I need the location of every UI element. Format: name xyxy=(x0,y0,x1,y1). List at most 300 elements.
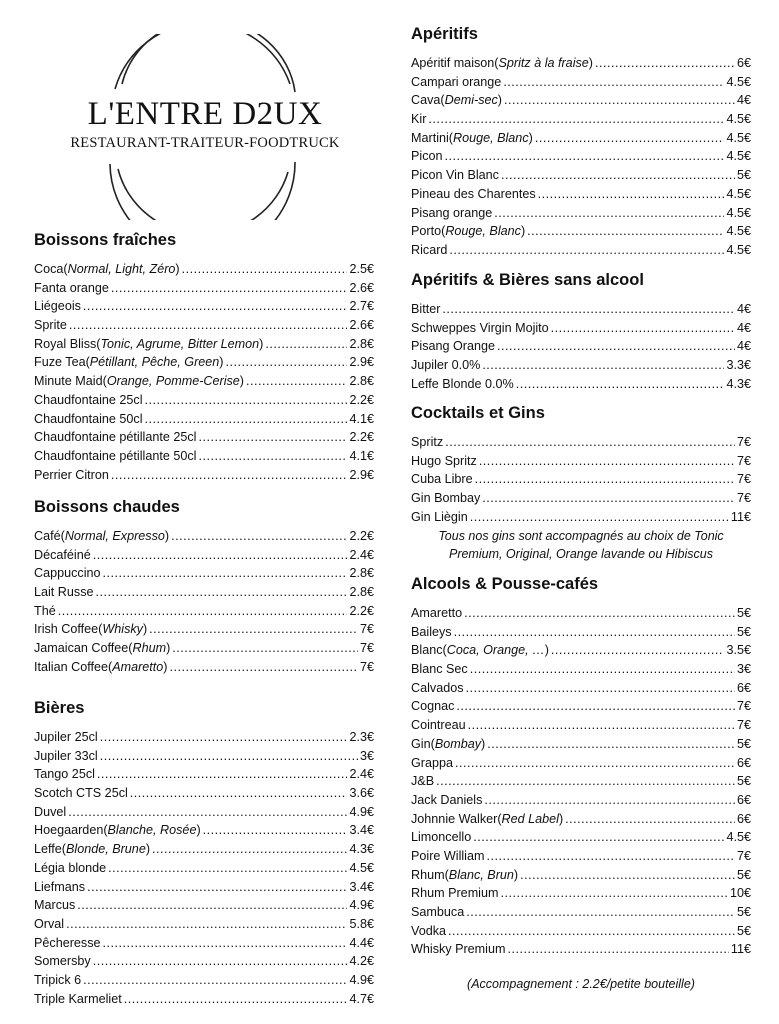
item-price: 6€ xyxy=(736,56,751,70)
dot-leader xyxy=(182,260,348,279)
item-detail: ( Whisky ) xyxy=(98,620,147,639)
item-price: 11€ xyxy=(730,942,751,957)
item-name: Johnnie Walker xyxy=(411,811,498,826)
item-name: Tango 25cl xyxy=(34,767,95,782)
dot-leader xyxy=(449,241,724,260)
item-name: Cointreau xyxy=(411,718,466,733)
item-price: 4.3€ xyxy=(726,376,751,391)
dot-leader xyxy=(108,859,347,878)
item-price: 4.4€ xyxy=(349,935,374,950)
item-price: 4.5€ xyxy=(726,224,751,239)
menu-item xyxy=(411,147,751,166)
item-price: 7€ xyxy=(359,659,374,674)
item-name: Porto xyxy=(411,224,442,239)
item-price: 7€ xyxy=(359,641,374,656)
item-name: Hoegaarden xyxy=(34,823,104,838)
item-name: Rhum Premium xyxy=(411,886,499,901)
menu-item xyxy=(34,279,374,298)
item-name: Perrier Citron xyxy=(34,467,109,482)
menu-item xyxy=(411,54,751,73)
dot-leader xyxy=(482,489,735,508)
menu-item xyxy=(411,866,751,885)
dot-leader xyxy=(69,316,348,335)
item-price: 5€ xyxy=(736,624,751,639)
item-name: Hugo Spritz xyxy=(411,453,477,468)
item-price: 7€ xyxy=(736,453,751,468)
item-name: Kir xyxy=(411,112,427,127)
dot-leader xyxy=(500,884,728,903)
section-sans-alcool xyxy=(411,270,751,393)
dot-leader xyxy=(456,697,735,716)
item-name: Amaretto xyxy=(411,606,463,620)
item-detail: ( Red Label ) xyxy=(497,810,563,829)
item-detail: ( Normal, Expresso ) xyxy=(61,527,170,546)
menu-item xyxy=(411,110,751,129)
item-price: 4.1€ xyxy=(349,411,374,426)
menu-item xyxy=(411,433,751,452)
item-price: 6€ xyxy=(736,792,751,807)
item-name: Limoncello xyxy=(411,830,472,845)
dot-leader xyxy=(145,391,348,410)
item-price: 4.5€ xyxy=(726,149,751,164)
dot-leader xyxy=(93,952,348,971)
item-name: Gin xyxy=(411,736,431,751)
dot-leader xyxy=(507,940,728,959)
menu-item xyxy=(411,641,751,660)
menu-item xyxy=(411,940,751,959)
dot-leader xyxy=(100,747,358,766)
dot-leader xyxy=(484,791,735,810)
menu-item xyxy=(411,470,751,489)
item-price: 2.4€ xyxy=(349,547,374,562)
item-price: 4.9€ xyxy=(349,972,374,987)
dot-leader xyxy=(171,527,347,546)
menu-item xyxy=(34,602,374,621)
dot-leader xyxy=(226,353,348,372)
section-boissons-chaudes xyxy=(34,497,374,677)
item-price: 4€ xyxy=(736,302,751,316)
item-price: 10€ xyxy=(729,886,751,901)
dot-leader xyxy=(83,297,348,316)
dot-leader xyxy=(246,372,347,391)
dot-leader xyxy=(265,335,347,354)
section-title: Cocktails et Gins xyxy=(411,404,545,422)
item-name: Marcus xyxy=(34,898,76,913)
menu-item xyxy=(411,697,751,716)
dot-leader xyxy=(475,470,735,489)
menu-item xyxy=(34,990,374,1009)
menu-item xyxy=(411,356,751,375)
section-title: Bières xyxy=(34,699,85,717)
item-price: 2.2€ xyxy=(349,430,374,445)
menu-item xyxy=(411,772,751,791)
menu-item xyxy=(411,375,751,394)
item-name: Vodka xyxy=(411,923,447,938)
item-detail: ( Blanc, Brun ) xyxy=(445,866,519,885)
item-price: 4€ xyxy=(736,320,751,335)
dot-leader xyxy=(538,185,725,204)
item-price: 4.2€ xyxy=(349,954,374,969)
dot-leader xyxy=(535,129,725,148)
item-name: Fuze Tea xyxy=(34,355,86,370)
menu-item xyxy=(34,658,374,677)
dot-leader xyxy=(58,602,348,621)
item-name: Gin Bombay xyxy=(411,491,481,506)
menu-item xyxy=(411,222,751,241)
dot-leader xyxy=(454,623,735,642)
item-name: J&B xyxy=(411,774,435,789)
logo xyxy=(40,34,370,220)
item-price: 5€ xyxy=(736,923,751,938)
item-detail: ( Pétillant, Pêche, Green ) xyxy=(86,353,224,372)
menu-item xyxy=(411,241,751,260)
menu-item xyxy=(411,754,751,773)
item-name: Campari orange xyxy=(411,74,502,89)
dot-leader xyxy=(111,279,348,298)
item-name: Duvel xyxy=(34,804,67,819)
item-price: 7€ xyxy=(359,622,374,637)
menu-item xyxy=(34,316,374,335)
dot-leader xyxy=(436,772,735,791)
item-detail: ( Coca, Orange, … ) xyxy=(443,641,549,660)
item-detail: ( Tonic, Agrume, Bitter Lemon ) xyxy=(96,335,263,354)
menu-item xyxy=(34,765,374,784)
item-price: 5€ xyxy=(736,867,751,882)
item-price: 5€ xyxy=(736,736,751,751)
menu-item xyxy=(34,447,374,466)
item-price: 4.3€ xyxy=(349,842,374,857)
menu-item xyxy=(34,335,374,354)
menu-item xyxy=(34,878,374,897)
item-name: Rhum xyxy=(411,867,445,882)
item-name: Jupiler 0.0% xyxy=(411,358,481,373)
item-name: Pisang orange xyxy=(411,205,493,220)
item-detail: ( Rouge, Blanc ) xyxy=(449,129,533,148)
menu-item xyxy=(411,903,751,922)
item-name: Jack Daniels xyxy=(411,792,483,807)
item-name: Jupiler 25cl xyxy=(34,730,98,744)
item-detail: ( Normal, Light, Zéro ) xyxy=(63,260,179,279)
section-bieres xyxy=(34,698,374,1008)
section-title: Alcools & Pousse-cafés xyxy=(411,575,599,593)
menu-item xyxy=(411,129,751,148)
menu-item xyxy=(411,204,751,223)
menu-item xyxy=(34,728,374,747)
dot-leader xyxy=(466,903,735,922)
dot-leader xyxy=(551,319,735,338)
menu-item xyxy=(411,810,751,829)
item-name: Sprite xyxy=(34,318,67,333)
item-price: 6€ xyxy=(736,811,751,826)
menu-item xyxy=(411,922,751,941)
menu-item xyxy=(411,319,751,338)
dot-leader xyxy=(486,847,735,866)
menu-item xyxy=(34,428,374,447)
item-price: 2.8€ xyxy=(349,585,374,600)
dot-leader xyxy=(100,728,348,747)
menu-item xyxy=(34,466,374,485)
item-price: 4.5€ xyxy=(726,74,751,89)
item-price: 3.3€ xyxy=(726,358,751,373)
menu-item xyxy=(411,604,751,623)
item-price: 7€ xyxy=(736,718,751,733)
item-price: 4.5€ xyxy=(726,112,751,127)
item-name: Cappuccino xyxy=(34,566,101,581)
menu-item xyxy=(34,803,374,822)
menu-item xyxy=(34,840,374,859)
dot-leader xyxy=(87,878,347,897)
section-boissons-fraiches xyxy=(34,230,374,484)
item-name: Chaudfontaine 50cl xyxy=(34,411,143,426)
item-price: 2.2€ xyxy=(349,392,374,407)
item-name: Thé xyxy=(34,603,56,618)
item-price: 2.8€ xyxy=(349,336,374,351)
dot-leader xyxy=(445,433,735,452)
dot-leader xyxy=(482,356,724,375)
menu-item xyxy=(411,884,751,903)
dot-leader xyxy=(442,300,735,319)
menu-item xyxy=(411,828,751,847)
menu-item xyxy=(34,952,374,971)
menu-item xyxy=(411,791,751,810)
item-detail: ( Rouge, Blanc ) xyxy=(441,222,525,241)
item-name: Lait Russe xyxy=(34,585,94,600)
menu-item xyxy=(34,915,374,934)
menu-item xyxy=(411,489,751,508)
item-name: Légia blonde xyxy=(34,860,107,875)
menu-item xyxy=(34,353,374,372)
item-price: 4.5€ xyxy=(726,186,751,201)
item-name: Martini xyxy=(411,130,449,145)
item-price: 7€ xyxy=(736,491,751,506)
item-name: Baileys xyxy=(411,624,452,639)
item-name: Gin Liègin xyxy=(411,509,468,524)
item-price: 4.9€ xyxy=(349,804,374,819)
item-name: Chaudfontaine 25cl xyxy=(34,392,143,407)
item-price: 5.8€ xyxy=(349,916,374,931)
item-detail: ( Spritz à la fraise ) xyxy=(494,54,593,73)
dot-leader xyxy=(516,375,725,394)
dot-leader xyxy=(468,716,735,735)
item-name: Cuba Libre xyxy=(411,472,473,487)
item-name: Tripick 6 xyxy=(34,972,82,987)
item-price: 7€ xyxy=(736,699,751,714)
item-name: Calvados xyxy=(411,680,464,695)
item-price: 4.1€ xyxy=(349,448,374,463)
item-name: Picon Vin Blanc xyxy=(411,168,499,183)
item-price: 3.6€ xyxy=(349,786,374,801)
dot-leader xyxy=(445,147,725,166)
item-price: 4.5€ xyxy=(726,242,751,257)
item-price: 4.5€ xyxy=(349,860,374,875)
dot-leader xyxy=(551,641,725,660)
item-name: Spritz xyxy=(411,435,444,449)
item-price: 4€ xyxy=(736,339,751,354)
item-price: 7€ xyxy=(736,435,751,449)
dot-leader xyxy=(111,466,348,485)
item-name: Pêcheresse xyxy=(34,935,101,950)
item-name: Café xyxy=(34,529,61,543)
item-name: Blanc xyxy=(411,643,443,658)
dot-leader xyxy=(172,639,358,658)
item-name: Pineau des Charentes xyxy=(411,186,536,201)
item-name: Pisang Orange xyxy=(411,339,496,354)
item-name: Scotch CTS 25cl xyxy=(34,786,128,801)
menu-item xyxy=(411,847,751,866)
dot-leader xyxy=(448,922,735,941)
item-price: 3.4€ xyxy=(349,879,374,894)
item-detail: ( Blonde, Brune ) xyxy=(62,840,150,859)
item-price: 6€ xyxy=(736,755,751,770)
item-name: Italian Coffee xyxy=(34,659,108,674)
menu-item xyxy=(34,620,374,639)
dot-leader xyxy=(503,73,724,92)
menu-item xyxy=(34,546,374,565)
menu-item xyxy=(411,679,751,698)
item-price: 7€ xyxy=(736,848,751,863)
item-name: Orval xyxy=(34,916,65,931)
menu-item xyxy=(34,934,374,953)
item-name: Cognac xyxy=(411,699,455,714)
item-name: Irish Coffee xyxy=(34,622,99,637)
footer-note: (Accompagnement : 2.2€/petite bouteille) xyxy=(467,977,695,991)
menu-item xyxy=(411,452,751,471)
item-price: 4.5€ xyxy=(726,130,751,145)
menu-item xyxy=(411,508,751,527)
dot-leader xyxy=(198,447,347,466)
item-detail: ( Bombay ) xyxy=(431,735,486,754)
dot-leader xyxy=(152,840,347,859)
menu-item xyxy=(34,896,374,915)
menu-item xyxy=(34,583,374,602)
menu-item xyxy=(34,372,374,391)
item-name: Grappa xyxy=(411,755,454,770)
dot-leader xyxy=(103,934,348,953)
item-name: Whisky Premium xyxy=(411,942,506,957)
section-title: Boissons fraîches xyxy=(34,231,177,249)
dot-leader xyxy=(93,546,348,565)
item-name: Bitter xyxy=(411,302,441,316)
item-price: 4.5€ xyxy=(726,830,751,845)
item-price: 3.5€ xyxy=(726,643,751,658)
section-cocktails xyxy=(411,403,751,526)
item-price: 5€ xyxy=(736,168,751,183)
item-name: Apéritif maison xyxy=(411,56,495,70)
dot-leader xyxy=(68,803,347,822)
dot-leader xyxy=(203,821,348,840)
menu-item xyxy=(411,73,751,92)
dot-leader xyxy=(145,410,348,429)
menu-item xyxy=(411,660,751,679)
dot-leader xyxy=(565,810,735,829)
dot-leader xyxy=(149,620,358,639)
menu-item xyxy=(411,185,751,204)
item-detail: ( Rhum ) xyxy=(128,639,170,658)
dot-leader xyxy=(428,110,724,129)
item-name: Leffe xyxy=(34,842,62,857)
item-price: 2.9€ xyxy=(349,355,374,370)
dot-leader xyxy=(470,660,735,679)
item-name: Poire William xyxy=(411,848,485,863)
item-price: 4.9€ xyxy=(349,898,374,913)
dot-leader xyxy=(497,337,735,356)
menu-item xyxy=(34,747,374,766)
item-price: 4.5€ xyxy=(726,205,751,220)
item-price: 6€ xyxy=(736,680,751,695)
menu-item xyxy=(34,297,374,316)
item-name: Leffe Blonde 0.0% xyxy=(411,376,514,391)
item-price: 3€ xyxy=(736,662,751,677)
item-price: 4€ xyxy=(736,93,751,108)
dot-leader xyxy=(487,735,735,754)
item-name: Picon xyxy=(411,149,443,164)
menu-item xyxy=(411,337,751,356)
dot-leader xyxy=(527,222,724,241)
menu-item xyxy=(411,300,751,319)
item-price: 2.9€ xyxy=(349,467,374,482)
dot-leader xyxy=(124,990,348,1009)
menu-item xyxy=(411,716,751,735)
menu-item xyxy=(34,527,374,546)
item-name: Royal Bliss xyxy=(34,336,97,351)
item-price: 3€ xyxy=(359,748,374,763)
dot-leader xyxy=(501,166,735,185)
dot-leader xyxy=(479,452,735,471)
item-price: 11€ xyxy=(730,509,751,524)
menu-item xyxy=(34,260,374,279)
section-title: Apéritifs & Bières sans alcool xyxy=(411,271,644,289)
item-name: Schweppes Virgin Mojito xyxy=(411,320,549,335)
dot-leader xyxy=(470,508,729,527)
item-detail: ( Blanche, Rosée ) xyxy=(103,821,200,840)
menu-item xyxy=(34,391,374,410)
menu-item xyxy=(34,784,374,803)
item-name: Chaudfontaine pétillante 25cl xyxy=(34,430,197,445)
item-price: 3.4€ xyxy=(349,823,374,838)
menu-item xyxy=(411,91,751,110)
item-name: Liefmans xyxy=(34,879,86,894)
item-price: 2.3€ xyxy=(349,730,374,744)
logo-title: L'ENTRE D2UX xyxy=(87,96,323,132)
item-price: 2.8€ xyxy=(349,566,374,581)
item-name: Coca xyxy=(34,262,64,276)
menu-item xyxy=(34,859,374,878)
dot-leader xyxy=(83,971,347,990)
item-name: Somersby xyxy=(34,954,91,969)
item-name: Triple Karmeliet xyxy=(34,991,122,1006)
item-price: 4.7€ xyxy=(349,991,374,1006)
dot-leader xyxy=(198,428,347,447)
section-title: Boissons chaudes xyxy=(34,498,180,516)
dot-leader xyxy=(77,896,347,915)
item-price: 5€ xyxy=(736,905,751,919)
menu-item xyxy=(34,971,374,990)
item-price: 7€ xyxy=(736,472,751,487)
dot-leader xyxy=(504,91,735,110)
item-detail: ( Amaretto ) xyxy=(108,658,168,677)
section-title: Apéritifs xyxy=(411,25,478,43)
dot-leader xyxy=(170,658,358,677)
dot-leader xyxy=(66,915,347,934)
item-price: 5€ xyxy=(736,774,751,789)
dot-leader xyxy=(520,866,735,885)
item-name: Sambuca xyxy=(411,905,465,919)
item-name: Décaféiné xyxy=(34,547,91,562)
item-price: 2.2€ xyxy=(349,529,374,543)
dot-leader xyxy=(464,604,735,623)
logo-subtitle: RESTAURANT-TRAITEUR-FOODTRUCK xyxy=(70,135,340,151)
section-aperitifs xyxy=(411,24,751,260)
